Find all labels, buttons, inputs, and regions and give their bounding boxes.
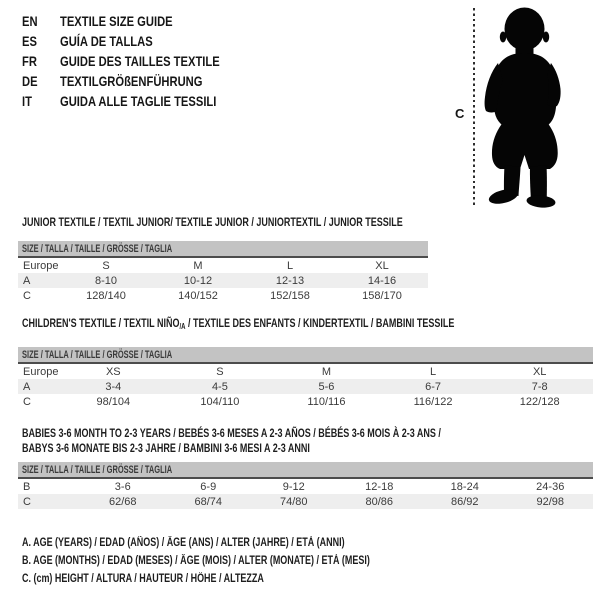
- language-title-list: [22, 11, 260, 111]
- table-row: [18, 257, 428, 273]
- lang-row-en: [22, 11, 260, 31]
- lang-title: GUÍA DE TALLAS: [60, 33, 153, 49]
- lang-row-fr: [22, 51, 260, 71]
- height-cell: 122/128: [519, 395, 560, 408]
- height-cell: 86/92: [422, 494, 508, 509]
- lang-code: EN: [22, 13, 38, 29]
- age-cell: 5-6: [273, 379, 380, 394]
- size-cell: XS: [105, 365, 121, 378]
- size-cell: M: [193, 259, 203, 272]
- height-cell: 104/110: [200, 395, 240, 408]
- legend-notes: [22, 534, 468, 588]
- age-cell: 12-13: [244, 273, 336, 288]
- junior-size-table: [18, 241, 428, 303]
- age-cell: 14-16: [336, 273, 428, 288]
- lang-code: ES: [22, 33, 37, 49]
- table-row: [18, 379, 593, 394]
- height-cell: 152/158: [270, 289, 310, 302]
- size-cell: S: [216, 365, 224, 378]
- row-label: C: [23, 289, 31, 302]
- height-cell: 92/98: [508, 494, 594, 509]
- lang-row-es: [22, 31, 260, 51]
- height-cell: 140/152: [178, 289, 218, 302]
- height-measure-dotted-line: [473, 8, 475, 206]
- row-label: C: [23, 395, 31, 408]
- babies-section-title: BABIES 3-6 MONTH TO 2-3 YEARS / BEBÉS 3-6 MESES A 2-3 AÑOS / BÉBÉS 3-6 MOIS À 2-3 ANS / BABYS 3-6 MONATE BIS 2-3 JAHRE / BAMBINI 3-6 MESI A 2-3 ANNI: [22, 426, 441, 455]
- lang-title: TEXTILGRÖßENFÜHRUNG: [60, 73, 203, 89]
- size-cell: XL: [532, 365, 547, 378]
- table-row: [18, 363, 593, 379]
- height-cell: 62/68: [80, 494, 166, 509]
- note-age-months: B. AGE (MONTHS) / EDAD (MESES) / ÂGE (MOIS) / ALTER (MONATE) / ETÀ (MESI): [22, 555, 370, 567]
- height-cell: 116/122: [413, 395, 453, 408]
- table-row: [18, 273, 428, 288]
- note-height: C. (cm) HEIGHT / ALTURA / HAUTEUR / HÖHE / ALTEZZA: [22, 573, 264, 585]
- age-cell: 9-12: [282, 480, 305, 493]
- lang-title: GUIDE DES TAILLES TEXTILE: [60, 53, 220, 69]
- size-cell: XL: [375, 259, 389, 272]
- row-label: C: [18, 494, 80, 509]
- lang-code: IT: [22, 93, 32, 109]
- age-cell: 6-9: [200, 480, 217, 493]
- height-cell: 68/74: [166, 494, 252, 509]
- lang-title: TEXTILE SIZE GUIDE: [60, 13, 173, 29]
- row-label: Europe: [23, 259, 59, 272]
- size-cell: M: [321, 365, 332, 378]
- children-section-title: CHILDREN'S TEXTILE / TEXTIL $NIÑO_{/A}$ / TEXTILE DES ENFANTS / KINDERTEXTIL / BAMBINI TESSILE: [22, 316, 455, 331]
- table-row: [18, 494, 593, 509]
- height-cell: 158/170: [362, 289, 402, 302]
- age-cell: 6-7: [380, 379, 487, 394]
- height-cell: 80/86: [337, 494, 423, 509]
- height-cell: 74/80: [251, 494, 337, 509]
- age-cell: 24-36: [536, 480, 565, 493]
- age-cell: 3-4: [60, 379, 167, 394]
- children-size-table: [18, 347, 593, 409]
- note-age-years: A. AGE (YEARS) / EDAD (AÑOS) / ÂGE (ANS) / ALTER (JAHRE) / ETÀ (ANNI): [22, 537, 345, 549]
- height-cell: 110/116: [307, 395, 346, 408]
- junior-section-title: JUNIOR TEXTILE / TEXTIL JUNIOR/ TEXTILE JUNIOR / JUNIORTEXTIL / JUNIOR TESSILE: [22, 215, 403, 229]
- age-cell: 8-10: [60, 273, 152, 288]
- age-cell: 12-18: [365, 480, 394, 493]
- size-header-bar: SIZE / TALLA / TAILLE / GRÖSSE / TAGLIA: [18, 241, 428, 257]
- row-label: A: [18, 379, 60, 394]
- size-header-bar: SIZE / TALLA / TAILLE / GRÖSSE / TAGLIA: [18, 462, 593, 478]
- size-header-bar: SIZE / TALLA / TAILLE / GRÖSSE / TAGLIA: [18, 347, 593, 363]
- lang-code: DE: [22, 73, 38, 89]
- age-cell: 10-12: [152, 273, 244, 288]
- babies-size-table: [18, 462, 593, 509]
- lang-title: GUIDA ALLE TAGLIE TESSILI: [60, 93, 217, 109]
- lang-row-de: [22, 71, 260, 91]
- row-label: Europe: [23, 365, 59, 378]
- row-label: A: [18, 273, 60, 288]
- table-row: [18, 394, 593, 409]
- baby-silhouette-icon: [477, 4, 573, 210]
- height-cell: 128/140: [86, 289, 126, 302]
- lang-code: FR: [22, 53, 37, 69]
- table-row: [18, 478, 593, 494]
- height-cell: 98/104: [96, 395, 131, 408]
- size-cell: L: [430, 365, 437, 378]
- size-cell: S: [102, 259, 110, 272]
- table-row: [18, 288, 428, 303]
- row-label: B: [23, 480, 31, 493]
- age-cell: 7-8: [486, 379, 593, 394]
- size-cell: L: [286, 259, 294, 272]
- age-cell: 18-24: [450, 480, 479, 493]
- lang-row-it: [22, 91, 260, 111]
- height-measure-label: C: [455, 106, 465, 121]
- age-cell: 4-5: [167, 379, 274, 394]
- age-cell: 3-6: [114, 480, 131, 493]
